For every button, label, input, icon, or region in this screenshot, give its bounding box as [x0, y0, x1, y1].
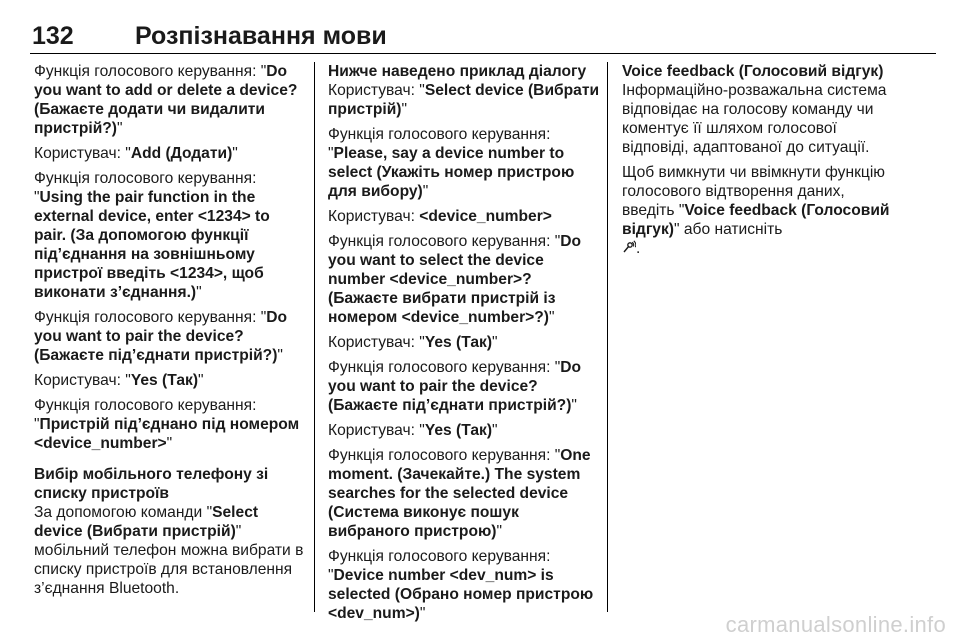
paragraph: Функція голосового керування: "One moment. (Зачекайте.) The system searches for the selected device (Система виконує пошук вибраного пристрою)": [328, 447, 591, 540]
paragraph: Інформаційно-розважальна система відповідає на голосову команду чи коментує її шляхом голосової відповіді, адаптованої до ситуації.: [622, 82, 887, 156]
paragraph: Функція голосового керування: "Do you want to pair the device? (Бажаєте під’єднати пристрій?)": [34, 309, 288, 364]
paragraph: Функція голосового керування: "Do you want to pair the device? (Бажаєте під’єднати пристрій?)": [328, 359, 582, 414]
column-2: [328, 62, 600, 629]
voice-command-icon: [622, 240, 636, 254]
paragraph: Функція голосового керування: "Do you want to add or delete a device? (Бажаєте додати чи видалити пристрій?)": [34, 63, 298, 137]
section-heading: Voice feedback (Голосовий відгук): [622, 63, 884, 80]
paragraph: Користувач: "Yes (Так)": [328, 422, 498, 439]
paragraph: Користувач: "Add (Додати)": [34, 145, 238, 162]
paragraph: Функція голосового керування: "Device number <dev_num> is selected (Обрано номер пристрою <dev_num>)": [328, 548, 594, 622]
section-heading: Вибір мобільного телефону зі списку пристроїв: [34, 466, 269, 502]
header-rule: [30, 53, 936, 54]
column-divider-2: [607, 62, 608, 612]
page-header: [30, 22, 936, 54]
page-title: Розпізнавання мови: [135, 22, 387, 50]
paragraph: Функція голосового керування: "Do you want to select the device number <device_number>? (Бажаєте вибрати пристрій із номером <device_number>?)": [328, 233, 582, 326]
paragraph: Користувач: "Yes (Так)": [34, 372, 204, 389]
page-number: 132: [32, 22, 74, 50]
column-divider-1: [314, 62, 315, 612]
section-heading: Нижче наведено приклад діалогу: [328, 63, 587, 80]
paragraph: Користувач: "Select device (Вибрати пристрій)": [328, 82, 600, 118]
paragraph: Користувач: "Yes (Так)": [328, 334, 498, 351]
watermark: carmanualsonline.info: [725, 612, 946, 637]
paragraph: Функція голосового керування: "Please, say a device number to select (Укажіть номер пристрою для вибору)": [328, 126, 575, 200]
paragraph: За допомогою команди "Select device (Вибрати пристрій)" мобільний телефон можна вибрати в списку пристроїв для встановлення з’єднання Bluetooth.: [34, 504, 304, 597]
paragraph: Функція голосового керування: "Using the pair function in the external device, enter <1234> to pair. (За допомогою функції під’єднання на зовнішньому пристрої введіть <1234>, щоб виконати з’єднання.)": [34, 170, 270, 301]
paragraph: Функція голосового керування: "Пристрій під’єднано під номером <device_number>": [34, 397, 300, 452]
paragraph: Користувач: <device_number>: [328, 208, 552, 225]
column-3: [622, 62, 894, 264]
paragraph: Щоб вимкнути чи ввімкнути функцію голосового відтворення даних, введіть "Voice feedback (Голосовий відгук)" або натисніть .: [622, 164, 890, 257]
column-1: [34, 62, 306, 604]
